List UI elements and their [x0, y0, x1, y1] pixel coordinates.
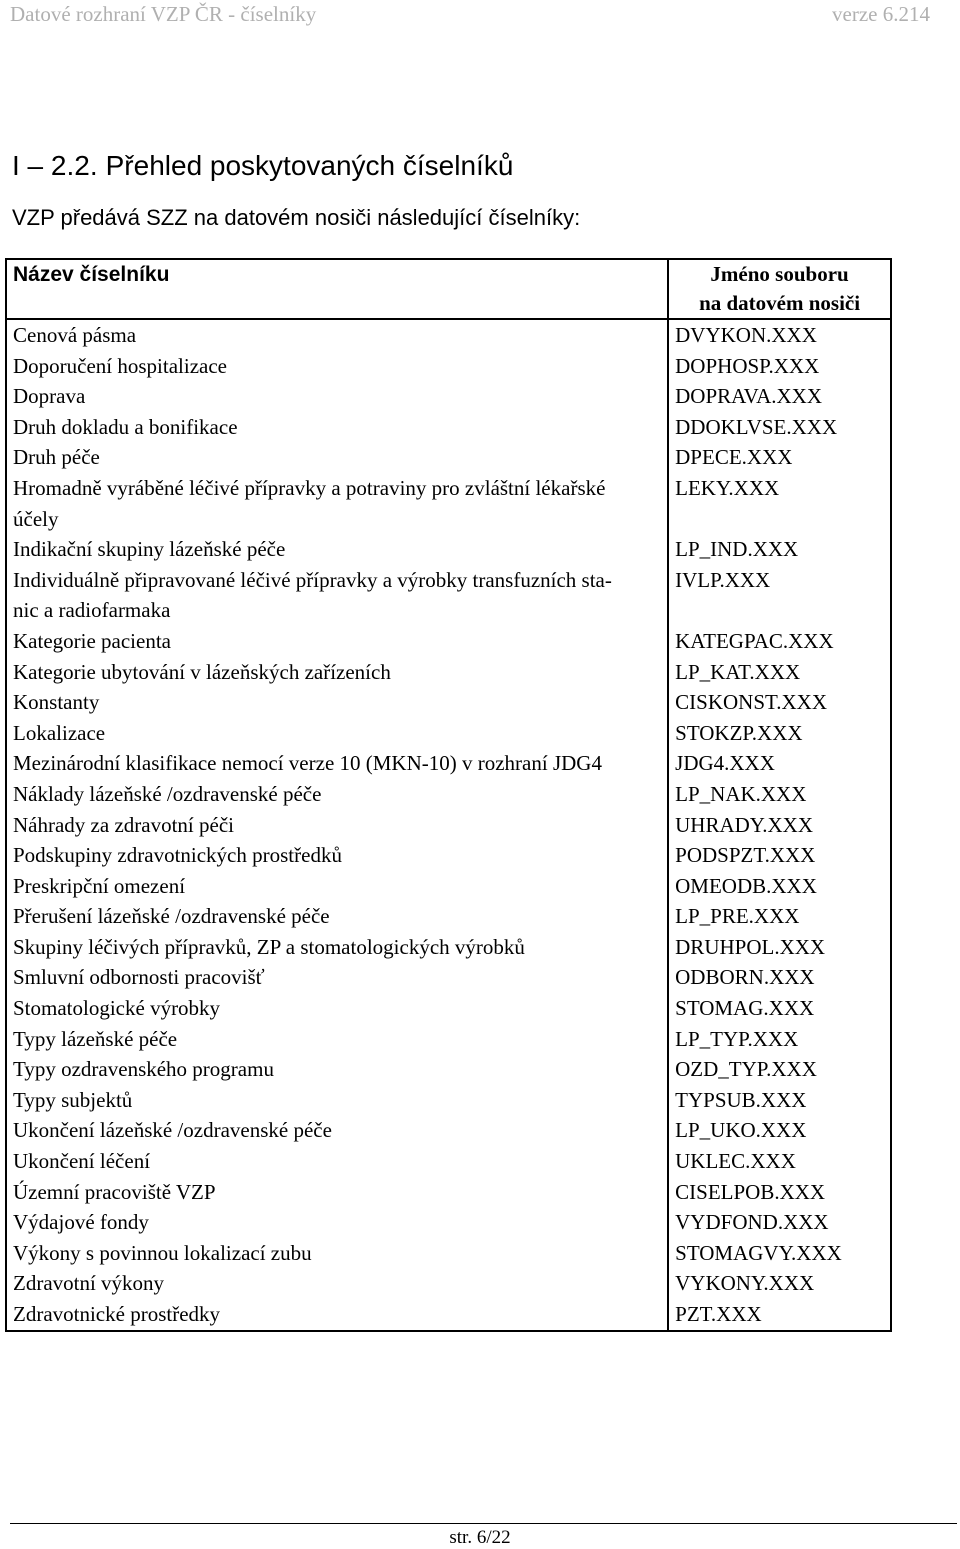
file-name: LP_TYP.XXX: [675, 1026, 799, 1051]
table-row: [6, 1115, 891, 1146]
catalog-name: Náhrady za zdravotní péči: [13, 812, 234, 837]
catalog-name-cell: [6, 534, 668, 565]
catalog-name: Indikační skupiny lázeňské péče: [13, 537, 286, 562]
catalog-name-cell: [6, 351, 668, 382]
file-name-cell: [668, 901, 891, 932]
catalog-name-cell: [6, 993, 668, 1024]
footer-divider: [10, 1523, 957, 1524]
catalog-name-cell: [6, 412, 668, 443]
file-name-cell: [668, 319, 891, 351]
file-name-cell: [668, 442, 891, 473]
table-row: [6, 1238, 891, 1269]
file-name: DDOKLVSE.XXX: [675, 414, 838, 439]
file-name: KATEGPAC.XXX: [675, 628, 834, 653]
file-name: UHRADY.XXX: [675, 812, 814, 837]
table-row: [6, 319, 891, 351]
catalog-name: Mezinárodní klasifikace nemocí verze 10 (MKN-10) v rozhraní JDG4: [13, 751, 602, 776]
file-name-cell: [668, 1024, 891, 1055]
file-name: DPECE.XXX: [675, 445, 793, 470]
table-row: [6, 687, 891, 718]
catalog-name: Cenová pásma: [13, 323, 137, 347]
catalog-name: Náklady lázeňské /ozdravenské péče: [13, 781, 322, 806]
catalog-name: Doporučení hospitalizace: [13, 353, 227, 378]
catalog-name-cell: [6, 1299, 668, 1331]
file-name: TYPSUB.XXX: [675, 1087, 807, 1112]
file-name-cell: [668, 381, 891, 412]
file-name-cell: [668, 748, 891, 779]
catalog-name-continued: nic a radiofarmaka: [13, 598, 171, 623]
file-name-cell: [668, 1115, 891, 1146]
file-name: DVYKON.XXX: [675, 323, 817, 347]
catalog-name: Lokalizace: [13, 720, 106, 745]
table-row: [6, 871, 891, 902]
file-name: STOMAG.XXX: [675, 996, 815, 1021]
file-name-cell: [668, 932, 891, 963]
catalog-name-cell: [6, 1115, 668, 1146]
file-name-cell: [668, 840, 891, 871]
file-name: JDG4.XXX: [675, 751, 775, 776]
table-row: [6, 932, 891, 963]
table-row: [6, 412, 891, 443]
catalog-name: Preskripční omezení: [13, 873, 186, 898]
file-name-cell: [668, 962, 891, 993]
table-row: [6, 473, 891, 534]
catalog-name-cell: [6, 442, 668, 473]
catalog-name: Územní pracoviště VZP: [13, 1179, 216, 1204]
catalog-table: [5, 258, 892, 1332]
catalog-name: Konstanty: [13, 690, 100, 715]
catalog-name-cell: [6, 1054, 668, 1085]
catalog-name: Stomatologické výrobky: [13, 996, 221, 1021]
table-row: [6, 534, 891, 565]
catalog-name-cell: [6, 1024, 668, 1055]
catalog-name: Výkony s povinnou lokalizací zubu: [13, 1240, 312, 1265]
catalog-name-cell: [6, 319, 668, 351]
file-name-cell: [668, 687, 891, 718]
file-name: DOPHOSP.XXX: [675, 353, 820, 378]
catalog-name: Ukončení léčení: [13, 1149, 151, 1174]
file-name-cell: [668, 534, 891, 565]
catalog-name: Individuálně připravované léčivé přípravky a výrobky transfuzních sta-: [13, 567, 612, 592]
catalog-name: Zdravotní výkony: [13, 1271, 165, 1296]
intro-paragraph: VZP předává SZZ na datovém nosiči následující číselníky:: [12, 205, 581, 230]
catalog-name-cell: [6, 840, 668, 871]
catalog-name: Hromadně vyráběné léčivé přípravky a potraviny pro zvláštní lékařské: [13, 475, 606, 500]
table-row: [6, 901, 891, 932]
catalog-name-cell: [6, 901, 668, 932]
header-version: verze 6.214: [832, 2, 930, 26]
file-name-cell: [668, 1146, 891, 1177]
table-row: [6, 1207, 891, 1238]
table-row: [6, 1024, 891, 1055]
header-catalog-name: [6, 259, 668, 319]
table-row: [6, 657, 891, 688]
file-name-cell: [668, 351, 891, 382]
catalog-name: Výdajové fondy: [13, 1210, 149, 1235]
table-row: [6, 840, 891, 871]
table-row: [6, 351, 891, 382]
table-row: [6, 381, 891, 412]
file-name: VYDFOND.XXX: [675, 1210, 829, 1235]
table-row: [6, 810, 891, 841]
page-number: str. 6/22: [449, 1527, 511, 1548]
catalog-name-cell: [6, 381, 668, 412]
file-name: OZD_TYP.XXX: [675, 1057, 817, 1082]
catalog-name: Doprava: [13, 384, 86, 409]
catalog-name-cell: [6, 565, 668, 626]
catalog-name-cell: [6, 1085, 668, 1116]
file-name-cell: [668, 1207, 891, 1238]
table-row: [6, 626, 891, 657]
file-name-cell: [668, 1085, 891, 1116]
file-name-cell: [668, 473, 891, 534]
file-name: DOPRAVA.XXX: [675, 384, 822, 409]
file-name-cell: [668, 779, 891, 810]
file-name-cell: [668, 626, 891, 657]
file-name: LEKY.XXX: [675, 475, 780, 500]
catalog-name: Typy subjektů: [13, 1087, 133, 1112]
file-name: LP_IND.XXX: [675, 537, 799, 562]
header-file-name: [668, 259, 891, 319]
catalog-name-cell: [6, 962, 668, 993]
catalog-name-cell: [6, 932, 668, 963]
table-row: [6, 1054, 891, 1085]
catalog-name-cell: [6, 871, 668, 902]
file-name: PODSPZT.XXX: [675, 843, 816, 868]
catalog-name-cell: [6, 473, 668, 534]
file-name-cell: [668, 810, 891, 841]
catalog-name: Druh péče: [13, 445, 100, 470]
catalog-name-cell: [6, 718, 668, 749]
catalog-name-cell: [6, 1238, 668, 1269]
header-document-title: Datové rozhraní VZP ČR - číselníky: [10, 2, 317, 26]
file-name: PZT.XXX: [675, 1302, 762, 1326]
table-row: [6, 565, 891, 626]
table-row: [6, 1268, 891, 1299]
table-row: [6, 1085, 891, 1116]
catalog-name-cell: [6, 1146, 668, 1177]
catalog-name: Kategorie ubytování v lázeňských zařízeních: [13, 659, 391, 684]
file-name-cell: [668, 1054, 891, 1085]
table-row: [6, 1146, 891, 1177]
header-file-name-line2: na datovém nosiči: [699, 291, 861, 315]
file-name-cell: [668, 412, 891, 443]
catalog-name-cell: [6, 687, 668, 718]
catalog-name: Podskupiny zdravotnických prostředků: [13, 843, 342, 868]
table-row: [6, 748, 891, 779]
catalog-name-cell: [6, 626, 668, 657]
catalog-name: Druh dokladu a bonifikace: [13, 414, 238, 439]
file-name-cell: [668, 718, 891, 749]
section-number: I – 2.2.: [12, 150, 98, 181]
file-name: IVLP.XXX: [675, 567, 771, 592]
file-name-cell: [668, 657, 891, 688]
section-heading: [12, 150, 513, 182]
catalog-name: Ukončení lázeňské /ozdravenské péče: [13, 1118, 332, 1143]
table-row: [6, 442, 891, 473]
table-row: [6, 962, 891, 993]
file-name: OMEODB.XXX: [675, 873, 817, 898]
file-name: CISKONST.XXX: [675, 690, 828, 715]
file-name: STOMAGVY.XXX: [675, 1240, 842, 1265]
file-name-cell: [668, 1268, 891, 1299]
file-name: DRUHPOL.XXX: [675, 934, 826, 959]
table-header-row: [6, 259, 891, 319]
file-name: ODBORN.XXX: [675, 965, 815, 990]
catalog-name: Typy ozdravenského programu: [13, 1057, 274, 1082]
file-name: LP_NAK.XXX: [675, 781, 807, 806]
catalog-name-cell: [6, 779, 668, 810]
header-catalog-name-label: Název číselníku: [13, 263, 170, 286]
file-name-cell: [668, 1299, 891, 1331]
section-title: Přehled poskytovaných číselníků: [105, 150, 514, 181]
header-file-name-line1: Jméno souboru: [710, 262, 849, 286]
catalog-name: Kategorie pacienta: [13, 628, 171, 653]
file-name: UKLEC.XXX: [675, 1149, 796, 1174]
file-name: STOKZP.XXX: [675, 720, 803, 745]
file-name-cell: [668, 871, 891, 902]
file-name-cell: [668, 993, 891, 1024]
file-name: LP_KAT.XXX: [675, 659, 801, 684]
catalog-name: Skupiny léčivých přípravků, ZP a stomatologických výrobků: [13, 934, 525, 959]
file-name: VYKONY.XXX: [675, 1271, 815, 1296]
file-name: LP_PRE.XXX: [675, 904, 800, 929]
catalog-name: Typy lázeňské péče: [13, 1026, 178, 1051]
catalog-name: Přerušení lázeňské /ozdravenské péče: [13, 904, 330, 929]
catalog-name-cell: [6, 748, 668, 779]
table-row: [6, 779, 891, 810]
table-row: [6, 1299, 891, 1331]
file-name-cell: [668, 1238, 891, 1269]
file-name-cell: [668, 565, 891, 626]
catalog-name: Zdravotnické prostředky: [13, 1302, 221, 1326]
file-name-cell: [668, 1177, 891, 1208]
table-body: [6, 319, 891, 1331]
catalog-name-cell: [6, 1177, 668, 1208]
file-name: CISELPOB.XXX: [675, 1179, 826, 1204]
catalog-name-cell: [6, 810, 668, 841]
file-name: LP_UKO.XXX: [675, 1118, 807, 1143]
table-row: [6, 993, 891, 1024]
table-row: [6, 1177, 891, 1208]
table-row: [6, 718, 891, 749]
page-header: [10, 2, 930, 32]
catalog-name-cell: [6, 1207, 668, 1238]
catalog-name-cell: [6, 657, 668, 688]
catalog-name: Smluvní odbornosti pracovišť: [13, 965, 265, 990]
catalog-name-continued: účely: [13, 506, 59, 531]
catalog-name-cell: [6, 1268, 668, 1299]
